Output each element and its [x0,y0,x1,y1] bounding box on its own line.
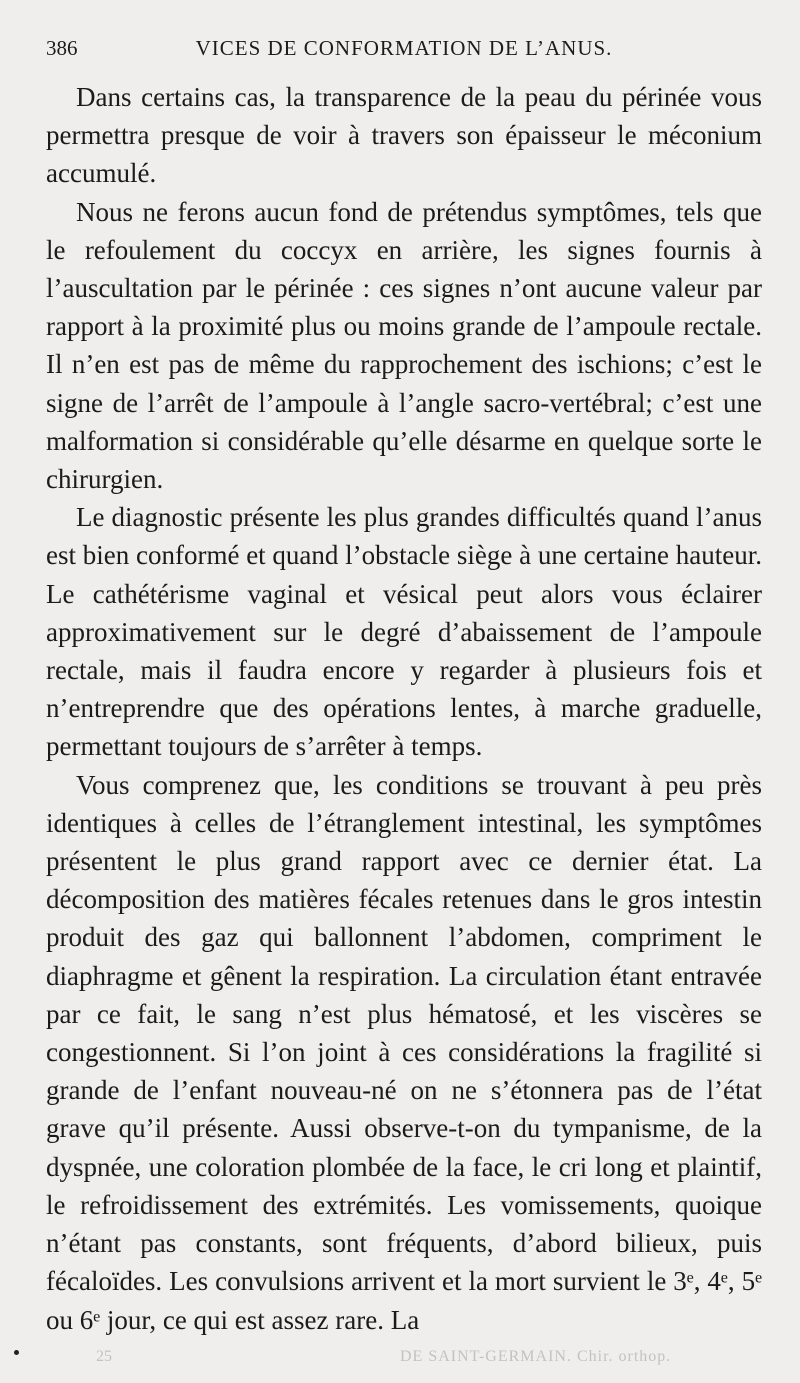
signature-mark: 25 [96,1348,112,1365]
paragraph-2: Nous ne ferons aucun fond de prétendus symptômes, tels que le refoulement du coccyx en arrière, les signes fournis à l’auscultation par le périnée : ces signes n’ont aucune valeur par rapport à la proximité plus ou moins grande de l’ampoule rectale. Il n’en est pas de même du rapprochement des ischions; c’est le signe de l’arrêt de l’ampoule à l’angle sacro-vertébral; c’est une malformation si considérable qu’elle désarme en quelque sorte le chirurgien. [46,196,762,495]
running-title: VICES DE CONFORMATION DE L’ANUS. [195,36,613,60]
paragraph-1: Dans certains cas, la transparence de la peau du périnée vous permettra presque de voir à travers son épaisseur le méconium accumulé. [46,82,762,189]
footer-signature: DE SAINT-GERMAIN. Chir. orthop. [400,1348,672,1365]
paragraph-3: Le diagnostic présente les plus grandes difficultés quand l’anus est bien conformé et quand l’obstacle siège à une certaine hauteur. Le cathétérisme vaginal et vésical peut alors vous éclairer approximativement sur le degré d’abaissement de l’ampoule rectale, mais il faudra encore y regarder à plusieurs fois et n’entreprendre que des opérations lentes, à marche graduelle, permettant toujours de s’arrêter à temps. [46,502,762,762]
paragraph-4: Vous comprenez que, les conditions se trouvant à peu près identiques à celles de l’étranglement intestinal, les symptômes présentent le plus grand rapport avec ce dernier état. La décomposition des matières fécales retenues dans le gros intestin produit des gaz qui ballonnent l’abdomen, compriment le diaphragme et gênent la respiration. La circulation étant entravée par ce fait, le sang n’est plus hématosé, et les viscères se congestionnent. Si l’on joint à ces considérations la fragilité si grande de l’enfant nouveau-né on ne s’étonnera pas de l’état grave qu’il présente. Aussi observe-t-on du tympanisme, de la dyspnée, une coloration plombée de la face, le cri long et plaintif, le refroidissement des extrémités. Les vomissements, quoique n’étant pas constants, sont fréquents, d’abord bilieux, puis fécaloïdes. Les convulsions arrivent et la mort survient le 3ᵉ, 4ᵉ, 5ᵉ ou 6ᵉ jour, ce qui est assez rare. La [46,769,762,1335]
page-header [46,36,762,78]
page-number: 386 [46,36,78,60]
margin-dot [14,1350,19,1355]
